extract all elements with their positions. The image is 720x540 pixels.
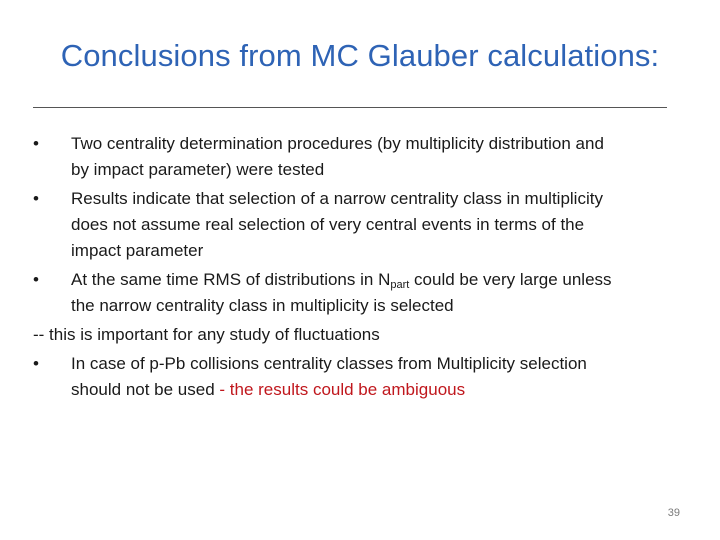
- bullet-item-4: [33, 351, 683, 403]
- bullet-1-line-1: Two centrality determination procedures (by multiplicity distribution and: [71, 134, 604, 153]
- slide-body: [33, 131, 683, 406]
- page-number: 39: [667, 507, 680, 519]
- bullet-3-text-b: could be very large unless: [409, 270, 612, 289]
- bullet-4-line-1: In case of p-Pb collisions centrality classes from Multiplicity selection: [71, 354, 587, 373]
- bullet-icon: •: [33, 134, 39, 153]
- bullet-item-2: [33, 186, 683, 264]
- bullet-1-line-2: by impact parameter) were tested: [71, 160, 325, 179]
- bullet-icon: •: [33, 354, 39, 373]
- bullet-4-text-a: should not be used: [71, 380, 220, 399]
- title-divider: [33, 107, 667, 108]
- bullet-3-line-2: the narrow centrality class in multiplicity is selected: [71, 296, 454, 315]
- bullet-3-line-1: [71, 267, 683, 293]
- bullet-icon: •: [33, 189, 39, 208]
- bullet-item-1: [33, 131, 683, 183]
- bullet-2-line-1: Results indicate that selection of a narrow centrality class in multiplicity: [71, 189, 603, 208]
- dash-note: -- this is important for any study of fluctuations: [33, 325, 380, 344]
- bullet-icon: •: [33, 270, 39, 289]
- bullet-2-line-3: impact parameter: [71, 241, 204, 260]
- bullet-3-text-a: At the same time RMS of distributions in N: [71, 270, 391, 289]
- ambiguous-warning: - the results could be ambiguous: [219, 380, 466, 399]
- bullet-2-line-2: does not assume real selection of very central events in terms of the: [71, 215, 585, 234]
- bullet-4-line-2: [71, 377, 683, 403]
- bullet-item-3: [33, 267, 683, 319]
- npart-subscript: part: [390, 279, 410, 291]
- slide-title: Conclusions from MC Glauber calculations:: [60, 38, 660, 73]
